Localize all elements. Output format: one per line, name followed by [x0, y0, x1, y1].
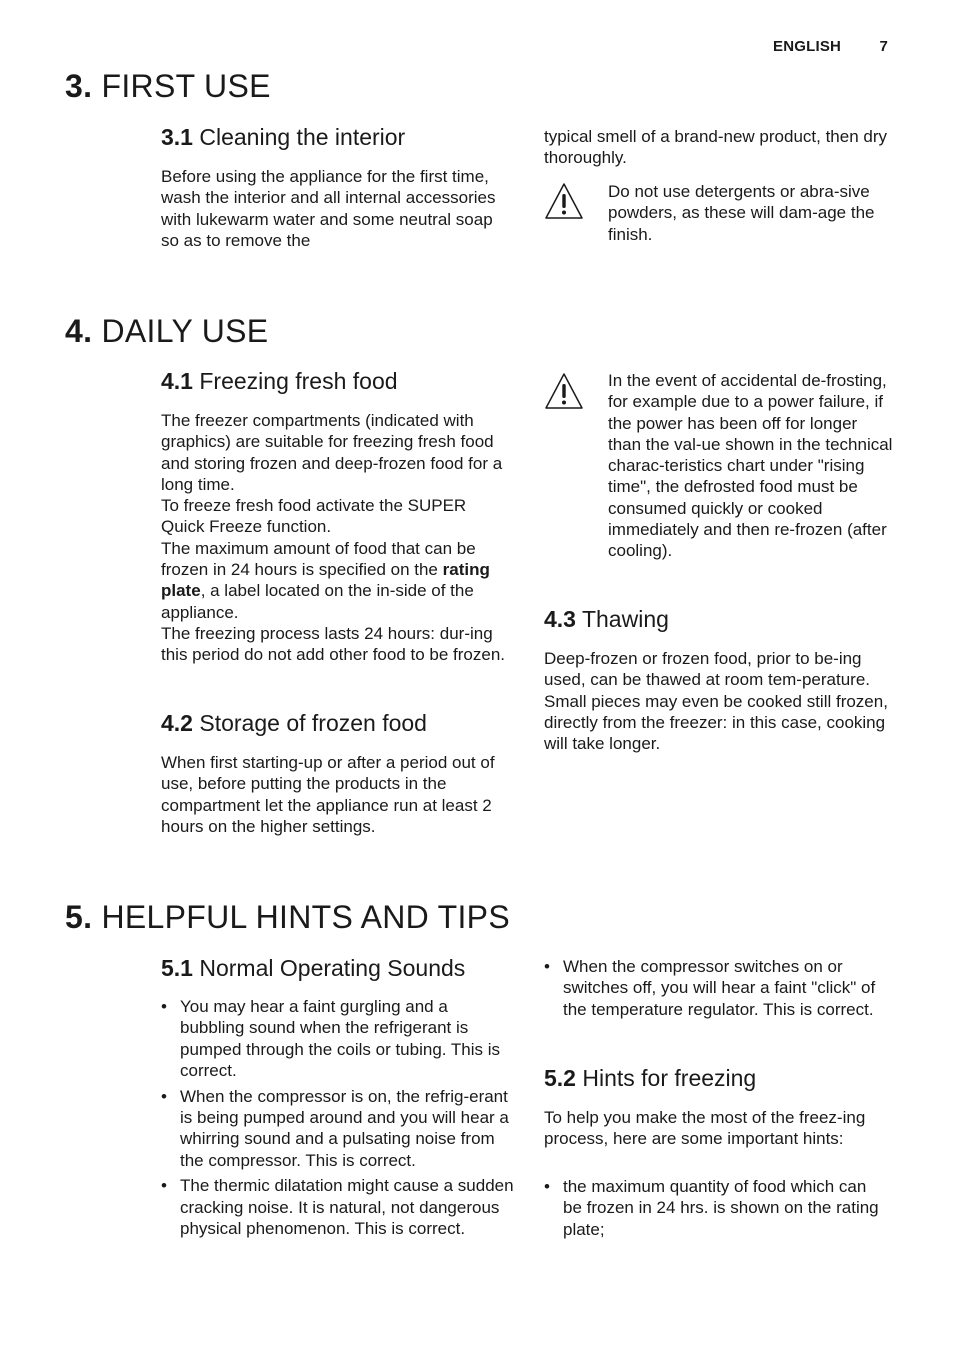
list-item: • the maximum quantity of food which can be frozen in 24 hrs. is shown on the rating plate; [544, 1177, 879, 1239]
freezing-paragraph-3: The maximum amount of food that can be frozen in 24 hours is specified on the rating plate, a label located on the in-side of the appliance. [161, 538, 490, 622]
storage-text [161, 752, 513, 837]
language-label: ENGLISH [773, 38, 842, 55]
section-4-number: 4. [65, 313, 93, 349]
section-5-2-title: Hints for freezing [582, 1065, 757, 1091]
section-3-1-number: 3.1 [161, 124, 193, 150]
cleaning-text-left [161, 166, 513, 251]
cleaning-warning-text: Do not use detergents or abra-sive powders, as these will dam-age the finish. [608, 182, 875, 244]
page-header [773, 38, 888, 55]
thawing-paragraph-2: Small pieces may even be cooked still frozen, directly from the freezer: in this case, cooking will take longer. [544, 691, 888, 754]
bullet-icon: • [161, 1176, 167, 1196]
section-4-3-heading [544, 606, 892, 633]
section-3-1-heading [161, 124, 513, 151]
cleaning-paragraph-right: typical smell of a brand-new product, then dry thoroughly. [544, 127, 888, 168]
warning-icon [544, 182, 584, 220]
freezing-paragraph-4: The freezing process lasts 24 hours: dur-ing this period do not add other food to be frozen. [161, 623, 506, 665]
thawing-paragraph-1: Deep-frozen or frozen food, prior to be-ing used, can be thawed at room tem-perature. [544, 649, 871, 690]
section-4-1-number: 4.1 [161, 368, 193, 394]
cleaning-text-right [544, 126, 892, 169]
section-3-heading [65, 68, 271, 105]
list-item: • The thermic dilatation might cause a sudden cracking noise. It is natural, not dangerous physical phenomenon. This is correct. [161, 1176, 514, 1238]
section-5-number: 5. [65, 899, 93, 935]
storage-paragraph: When first starting-up or after a period out of use, before putting the products in the compartment let the appliance run at least 2 hours on the higher settings. [161, 753, 495, 836]
list-item: • When the compressor switches on or switches off, you will hear a faint "click" of the temperature regulator. This is correct. [544, 957, 876, 1019]
defrosting-warning [608, 370, 894, 562]
rating-plate-term: rating plate [161, 560, 490, 601]
freezing-hints-intro-text: To help you make the most of the freez-ing process, here are some important hints: [544, 1108, 866, 1149]
warning-icon [544, 372, 584, 410]
section-4-3-title: Thawing [581, 606, 669, 632]
thawing-text [544, 648, 892, 754]
page-number: 7 [879, 38, 888, 55]
bullet-icon: • [544, 1177, 550, 1196]
section-4-3-number: 4.3 [544, 606, 576, 632]
cleaning-warning [608, 181, 894, 245]
freezing-paragraph-2: To freeze fresh food activate the SUPER Quick Freeze function. [161, 496, 467, 537]
section-3-1-title: Cleaning the interior [199, 124, 406, 150]
section-3-number: 3. [65, 68, 93, 104]
list-item: • When the compressor is on, the refrig-erant is being pumped around and you will hear a whirring sound and a pulsating noise from the compressor. This is correct. [161, 1086, 509, 1170]
section-5-title: HELPFUL HINTS AND TIPS [101, 899, 510, 935]
section-5-2-number: 5.2 [544, 1065, 576, 1091]
freezing-hints-list [544, 1176, 889, 1244]
sounds-list-left [161, 996, 516, 1244]
section-4-1-heading [161, 368, 513, 395]
defrosting-warning-text: In the event of accidental de-frosting, for example due to a power failure, if the power has been off for longer than the val-ue shown in the technical charac-teristics chart under "rising time", the defrosted food must be consumed quickly or cooked immediately and then re-frozen (after cooling). [608, 371, 893, 561]
bullet-icon: • [544, 957, 550, 976]
section-5-2-heading [544, 1065, 892, 1092]
bullet-icon: • [161, 997, 167, 1016]
section-5-heading [65, 899, 510, 936]
section-4-2-number: 4.2 [161, 710, 193, 736]
section-3-title: FIRST USE [101, 68, 271, 104]
sounds-list-right [544, 956, 889, 1024]
section-5-1-title: Normal Operating Sounds [199, 955, 466, 981]
section-4-heading [65, 313, 268, 350]
bullet-icon: • [161, 1086, 167, 1106]
section-4-1-title: Freezing fresh food [199, 368, 398, 394]
section-4-2-title: Storage of frozen food [199, 710, 427, 736]
cleaning-paragraph-left: Before using the appliance for the first time, wash the interior and all internal accessories with lukewarm water and some neutral soap so as to remove the [161, 167, 496, 250]
section-5-1-heading [161, 955, 513, 982]
freezing-paragraph-1: The freezer compartments (indicated with graphics) are suitable for freezing fresh food and storing frozen and deep-frozen food for a long time. [161, 411, 503, 494]
section-4-title: DAILY USE [101, 313, 269, 349]
freezing-hints-intro [544, 1107, 892, 1150]
list-item: • You may hear a faint gurgling and a bubbling sound when the refrigerant is pumped through the coils or tubing. This is correct. [161, 997, 501, 1080]
section-5-1-number: 5.1 [161, 955, 193, 981]
freezing-text [161, 410, 513, 666]
section-4-2-heading [161, 710, 513, 737]
